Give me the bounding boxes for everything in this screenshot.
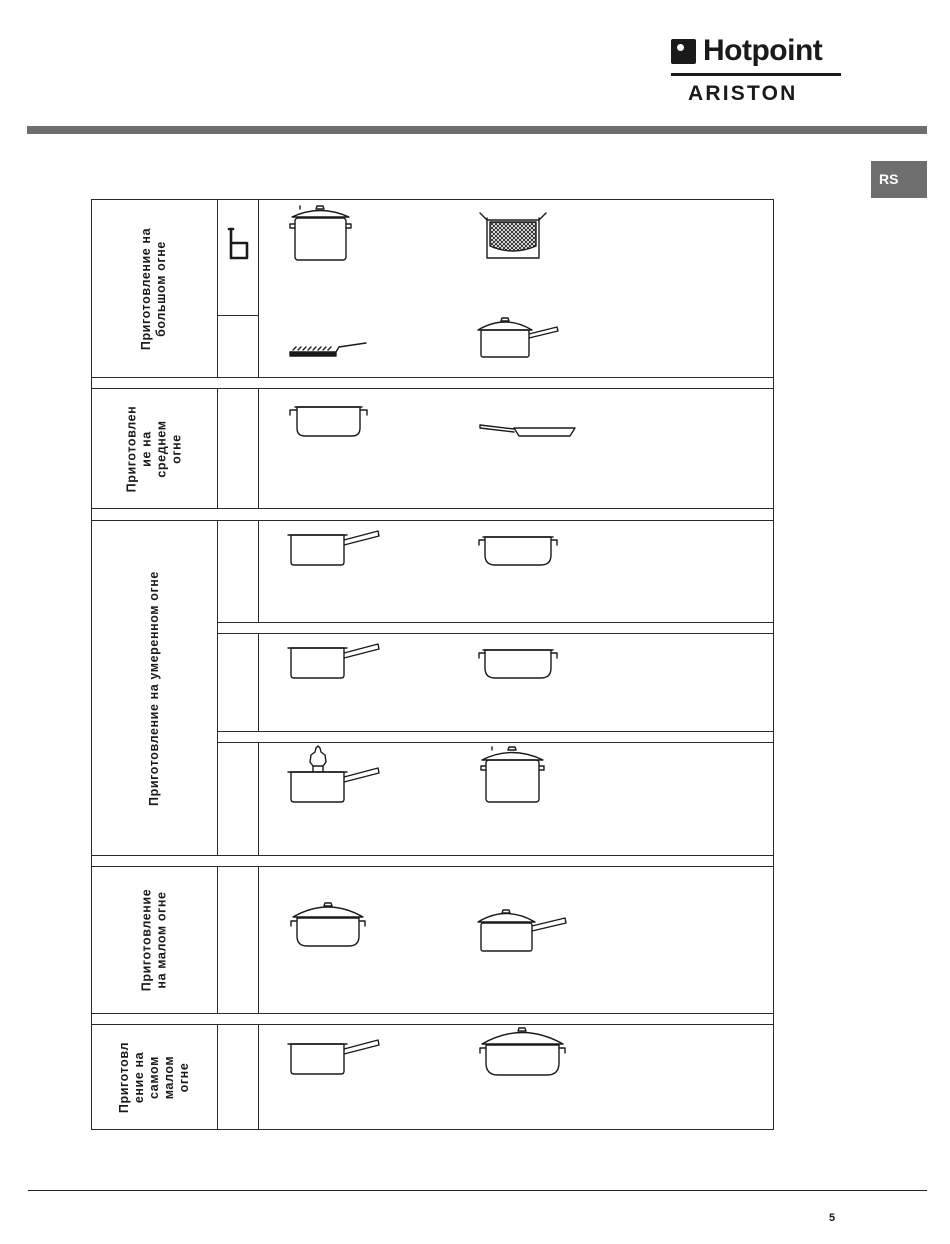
frying-pan-icon: [480, 425, 575, 436]
label-line: среднем: [154, 419, 169, 478]
casserole-pot-icon: [479, 537, 557, 565]
label-line: Приготовление на умеренном огне: [147, 570, 162, 806]
label-line: большом огне: [154, 240, 169, 337]
casserole-with-lid-icon: [480, 1028, 565, 1075]
page-number: 5: [829, 1212, 836, 1224]
brand-name: Hotpoint: [703, 34, 823, 67]
saucepan-icon: [288, 644, 379, 678]
burner-position-icon: [229, 229, 247, 258]
brand-subname: ARISTON: [688, 82, 798, 105]
frying-basket-icon: [480, 213, 546, 258]
saucepan-icon: [288, 1040, 379, 1074]
language-tab: RS: [871, 161, 927, 198]
stock-pot-with-lid-icon: [290, 206, 351, 260]
label-line: огне: [177, 1062, 191, 1092]
label-line: Приготовл: [117, 1041, 131, 1113]
saucepan-with-lid-icon: [478, 910, 566, 951]
label-line: ие на: [139, 430, 154, 467]
stock-pot-with-lid-icon: [481, 747, 544, 802]
saucepan-with-lid-icon: [478, 318, 558, 357]
casserole-with-lid-icon: [291, 903, 365, 946]
label-line: огне: [169, 433, 184, 464]
label-line: Приготовлен: [124, 405, 139, 492]
saucepan-icon: [288, 531, 379, 565]
label-line: Приготовление на: [139, 227, 154, 350]
label-line: на малом огне: [154, 891, 169, 989]
casserole-pot-icon: [290, 407, 367, 436]
label-line: Приготовление: [139, 888, 154, 992]
label-line: самом: [147, 1055, 161, 1099]
label-line: малом: [162, 1055, 176, 1099]
saucepan-with-bottle-icon: [288, 746, 379, 802]
label-line: ение на: [132, 1051, 146, 1103]
footer-rule: [28, 1190, 927, 1191]
casserole-pot-icon: [479, 650, 557, 678]
grill-pan-icon: [290, 343, 366, 356]
